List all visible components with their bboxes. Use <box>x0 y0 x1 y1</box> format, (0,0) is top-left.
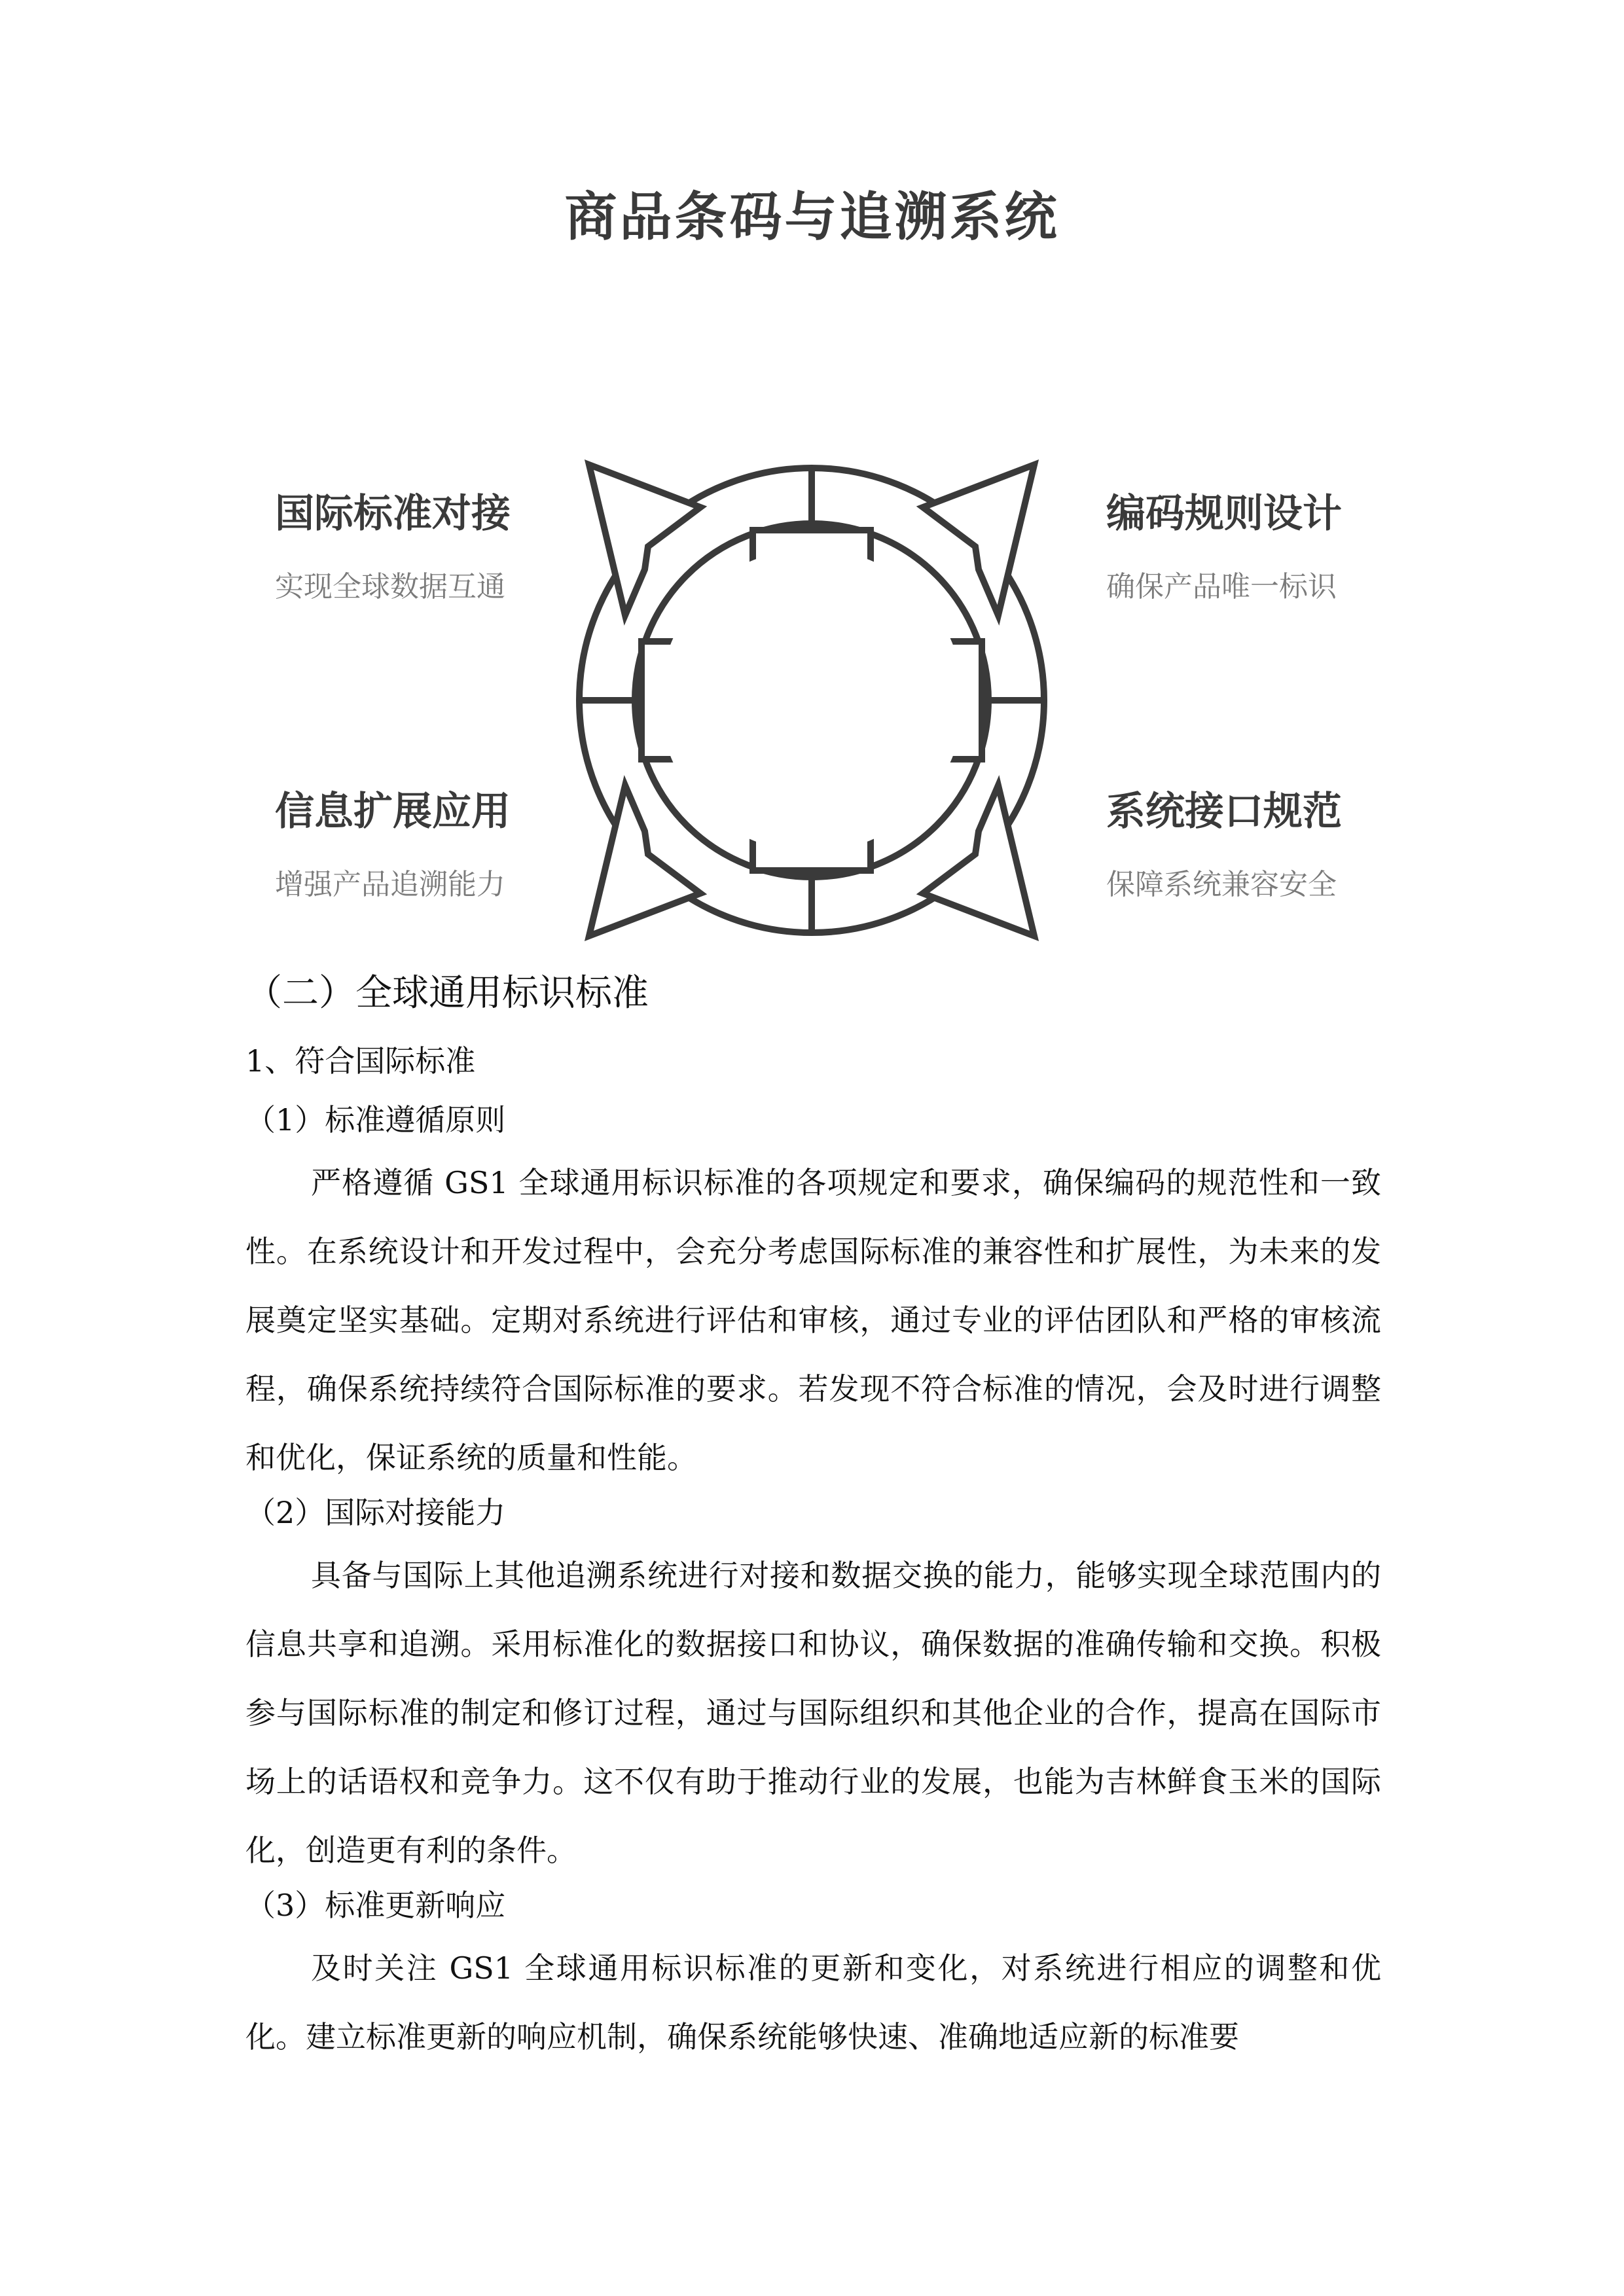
cycle-diagram <box>563 452 1060 949</box>
item-sub-bottom-left: 增强产品追溯能力 <box>275 868 505 901</box>
item-sub-bottom-right: 保障系统兼容安全 <box>1106 868 1337 901</box>
item-label-top-right: 编码规则设计 <box>1106 491 1342 537</box>
item-title-1: （1）标准遵循原则 <box>245 1102 506 1138</box>
section-subheading: 1、符合国际标准 <box>245 1043 476 1079</box>
page-title: 商品条码与追溯系统 <box>564 187 1060 247</box>
item-title-2: （2）国际对接能力 <box>245 1495 506 1530</box>
item-title-3: （3）标准更新响应 <box>245 1888 506 1923</box>
item-label-bottom-right: 系统接口规范 <box>1106 789 1342 834</box>
item-sub-top-right: 确保产品唯一标识 <box>1106 570 1337 603</box>
item-label-top-left: 国际标准对接 <box>275 491 511 537</box>
item-sub-top-left: 实现全球数据互通 <box>275 570 505 603</box>
item-paragraph-3: 及时关注 GS1 全球通用标识标准的更新和变化，对系统进行相应的调整和优化。建立标准更新的响应机制，确保系统能够快速、准确地适应新的标准要 <box>245 1950 1381 2054</box>
item-paragraph-2: 具备与国际上其他追溯系统进行对接和数据交换的能力，能够实现全球范围内的信息共享和追溯。采用标准化的数据接口和协议，确保数据的准确传输和交换。积极参与国际标准的制定和修订过程，通过与国际组织和其他企业的合作，提高在国际市场上的话语权和竞争力。这不仅有助于推动行业的发展，也能为吉林鲜食玉米的国际化，创造更有利的条件。 <box>245 1558 1381 1868</box>
section-heading: （二）全球通用标识标准 <box>245 972 649 1014</box>
item-paragraph-1: 严格遵循 GS1 全球通用标识标准的各项规定和要求，确保编码的规范性和一致性。在系统设计和开发过程中，会充分考虑国际标准的兼容性和扩展性，为未来的发展奠定坚实基础。定期对系统进行评估和审核，通过专业的评估团队和严格的审核流程，确保系统持续符合国际标准的要求。若发现不符合标准的情况，会及时进行调整和优化，保证系统的质量和性能。 <box>245 1165 1381 1475</box>
item-label-bottom-left: 信息扩展应用 <box>275 789 511 834</box>
